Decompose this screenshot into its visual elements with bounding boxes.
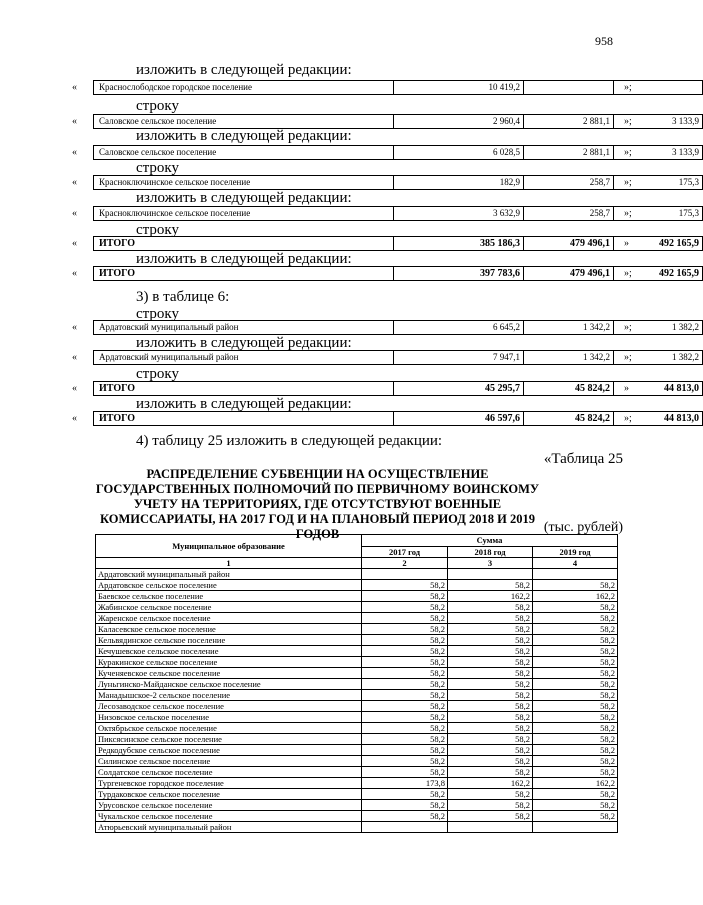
municipality-name: Ардатовский муниципальный район bbox=[96, 569, 362, 580]
instruction-edit: изложить в следующей редакции: bbox=[136, 128, 352, 144]
instruction-row: строку bbox=[136, 98, 179, 114]
table-row bbox=[96, 767, 618, 778]
row-value-2017: 182,9 bbox=[393, 175, 523, 190]
row-name: ИТОГО bbox=[93, 381, 393, 396]
row-value-2019: 1 382,2 bbox=[613, 320, 703, 335]
value-2017: 58,2 bbox=[362, 646, 448, 657]
municipality-name: Манадышское-2 сельское поселение bbox=[96, 690, 362, 701]
value-2018: 58,2 bbox=[448, 767, 533, 778]
quote-open: « bbox=[72, 82, 77, 93]
value-2017: 173,8 bbox=[362, 778, 448, 789]
table-row bbox=[96, 569, 618, 580]
municipality-name: Жаренское сельское поселение bbox=[96, 613, 362, 624]
instruction-edit: изложить в следующей редакции: bbox=[136, 190, 352, 206]
municipality-name: Чукальское сельское поселение bbox=[96, 811, 362, 822]
value-2019: 58,2 bbox=[533, 701, 618, 712]
quote-close: »; bbox=[624, 82, 632, 93]
row-value-2017: 3 632,9 bbox=[393, 206, 523, 221]
value-2018: 58,2 bbox=[448, 646, 533, 657]
paragraph-table25: 4) таблицу 25 изложить в следующей редакции: bbox=[136, 433, 443, 449]
row-value-2019: 175,3 bbox=[613, 206, 703, 221]
value-2018: 58,2 bbox=[448, 745, 533, 756]
row-value-2017: 385 186,3 bbox=[393, 236, 523, 251]
municipality-name: Ардатовское сельское поселение bbox=[96, 580, 362, 591]
row-value-2019: 175,3 bbox=[613, 175, 703, 190]
row-value-2019: 44 813,0 bbox=[613, 381, 703, 396]
value-2018: 58,2 bbox=[448, 679, 533, 690]
instruction-row: строку bbox=[136, 306, 179, 322]
table-row bbox=[96, 712, 618, 723]
table-row bbox=[96, 646, 618, 657]
municipality-name: Кученяевское сельское поселение bbox=[96, 668, 362, 679]
value-2018: 58,2 bbox=[448, 712, 533, 723]
page-number: 958 bbox=[595, 34, 613, 48]
municipality-name: Куракинское сельское поселение bbox=[96, 657, 362, 668]
row-value-2018: 258,7 bbox=[523, 175, 613, 190]
value-2017: 58,2 bbox=[362, 602, 448, 613]
value-2017: 58,2 bbox=[362, 756, 448, 767]
value-2017: 58,2 bbox=[362, 690, 448, 701]
units-label: (тыс. рублей) bbox=[543, 520, 623, 535]
row-value-2018: 2 881,1 bbox=[523, 145, 613, 160]
value-2018: 58,2 bbox=[448, 657, 533, 668]
value-2019: 58,2 bbox=[533, 712, 618, 723]
row-value-2019: 3 133,9 bbox=[613, 145, 703, 160]
instruction-edit: изложить в следующей редакции: bbox=[136, 62, 352, 78]
row-name: ИТОГО bbox=[93, 266, 393, 281]
quote-open: « bbox=[72, 147, 77, 158]
value-2017: 58,2 bbox=[362, 701, 448, 712]
municipality-name: Лесозаводское сельское поселение bbox=[96, 701, 362, 712]
table-label: «Таблица 25 bbox=[543, 451, 623, 467]
quote-close: »; bbox=[624, 177, 632, 188]
row-value-2017: 6 028,5 bbox=[393, 145, 523, 160]
table-row bbox=[96, 734, 618, 745]
table-row bbox=[96, 679, 618, 690]
value-2018: 58,2 bbox=[448, 800, 533, 811]
quote-close: »; bbox=[624, 413, 632, 424]
table-row bbox=[96, 745, 618, 756]
row-name: Ардатовский муниципальный район bbox=[93, 320, 393, 335]
value-2019 bbox=[533, 822, 618, 833]
row-value-2018: 1 342,2 bbox=[523, 350, 613, 365]
value-2019: 58,2 bbox=[533, 602, 618, 613]
row-value-2019: 3 133,9 bbox=[613, 114, 703, 129]
value-2019: 58,2 bbox=[533, 789, 618, 800]
quote-open: « bbox=[72, 208, 77, 219]
amend-row-total bbox=[72, 266, 699, 281]
value-2017: 58,2 bbox=[362, 613, 448, 624]
quote-open: « bbox=[72, 383, 77, 394]
value-2018: 58,2 bbox=[448, 580, 533, 591]
table-row bbox=[96, 613, 618, 624]
row-value-2018: 1 342,2 bbox=[523, 320, 613, 335]
value-2018: 162,2 bbox=[448, 778, 533, 789]
value-2017: 58,2 bbox=[362, 624, 448, 635]
value-2017: 58,2 bbox=[362, 811, 448, 822]
quote-close: » bbox=[624, 383, 629, 394]
value-2019: 58,2 bbox=[533, 723, 618, 734]
table-row bbox=[96, 701, 618, 712]
header-year: 2017 год bbox=[362, 546, 448, 558]
header-year: 2019 год bbox=[533, 546, 618, 558]
value-2019 bbox=[533, 569, 618, 580]
row-name: Краснослободское городское поселение bbox=[93, 80, 393, 95]
quote-close: »; bbox=[624, 208, 632, 219]
amend-row-total bbox=[72, 236, 699, 251]
value-2019: 58,2 bbox=[533, 635, 618, 646]
value-2018: 58,2 bbox=[448, 811, 533, 822]
value-2019: 58,2 bbox=[533, 734, 618, 745]
subvention-table bbox=[95, 534, 618, 833]
value-2017: 58,2 bbox=[362, 767, 448, 778]
table-row bbox=[96, 723, 618, 734]
table-row bbox=[96, 668, 618, 679]
value-2019: 162,2 bbox=[533, 591, 618, 602]
municipality-name: Атюрьевский муниципальный район bbox=[96, 822, 362, 833]
row-value-2019: 492 165,9 bbox=[613, 266, 703, 281]
instruction-row: строку bbox=[136, 222, 179, 238]
row-value-2018: 479 496,1 bbox=[523, 236, 613, 251]
value-2018: 58,2 bbox=[448, 756, 533, 767]
table-row bbox=[96, 690, 618, 701]
value-2018: 58,2 bbox=[448, 734, 533, 745]
value-2019: 58,2 bbox=[533, 580, 618, 591]
municipality-name: Урусовское сельское поселение bbox=[96, 800, 362, 811]
row-value-2019: 44 813,0 bbox=[613, 411, 703, 426]
instruction-row: строку bbox=[136, 160, 179, 176]
value-2019: 58,2 bbox=[533, 811, 618, 822]
table-row bbox=[96, 789, 618, 800]
value-2017: 58,2 bbox=[362, 657, 448, 668]
value-2019: 58,2 bbox=[533, 624, 618, 635]
amend-row bbox=[72, 206, 699, 221]
quote-open: « bbox=[72, 116, 77, 127]
quote-open: « bbox=[72, 268, 77, 279]
value-2017: 58,2 bbox=[362, 668, 448, 679]
instruction-edit: изложить в следующей редакции: bbox=[136, 335, 352, 351]
table-row bbox=[96, 591, 618, 602]
column-number: 3 bbox=[448, 558, 533, 569]
row-name: Красноключинское сельское поселение bbox=[93, 206, 393, 221]
value-2017: 58,2 bbox=[362, 679, 448, 690]
row-value-2017: 10 419,2 bbox=[393, 80, 523, 95]
value-2017: 58,2 bbox=[362, 591, 448, 602]
value-2017: 58,2 bbox=[362, 734, 448, 745]
row-value-2017: 45 295,7 bbox=[393, 381, 523, 396]
municipality-name: Октябрьское сельское поселение bbox=[96, 723, 362, 734]
row-name: Ардатовский муниципальный район bbox=[93, 350, 393, 365]
header-sum: Сумма bbox=[362, 535, 618, 547]
column-number: 4 bbox=[533, 558, 618, 569]
municipality-name: Тургеневское городское поселение bbox=[96, 778, 362, 789]
municipality-name: Низовское сельское поселение bbox=[96, 712, 362, 723]
row-name: Красноключинское сельское поселение bbox=[93, 175, 393, 190]
value-2017: 58,2 bbox=[362, 800, 448, 811]
value-2019: 58,2 bbox=[533, 613, 618, 624]
municipality-name: Кечушевское сельское поселение bbox=[96, 646, 362, 657]
value-2018: 162,2 bbox=[448, 591, 533, 602]
municipality-name: Турдаковское сельское поселение bbox=[96, 789, 362, 800]
table-row bbox=[96, 800, 618, 811]
value-2019: 58,2 bbox=[533, 679, 618, 690]
column-number: 2 bbox=[362, 558, 448, 569]
row-value-2017: 397 783,6 bbox=[393, 266, 523, 281]
table-row bbox=[96, 811, 618, 822]
value-2018: 58,2 bbox=[448, 668, 533, 679]
instruction-edit: изложить в следующей редакции: bbox=[136, 396, 352, 412]
value-2018: 58,2 bbox=[448, 789, 533, 800]
header-municipality: Муниципальное образование bbox=[96, 535, 362, 558]
value-2019: 58,2 bbox=[533, 690, 618, 701]
quote-close: »; bbox=[624, 147, 632, 158]
header-year: 2018 год bbox=[448, 546, 533, 558]
amend-row-total bbox=[72, 411, 699, 426]
row-value-2018: 2 881,1 bbox=[523, 114, 613, 129]
row-value-2019: 1 382,2 bbox=[613, 350, 703, 365]
value-2017 bbox=[362, 822, 448, 833]
value-2017 bbox=[362, 569, 448, 580]
municipality-name: Силинское сельское поселение bbox=[96, 756, 362, 767]
table-row bbox=[96, 580, 618, 591]
row-name: ИТОГО bbox=[93, 411, 393, 426]
row-name: ИТОГО bbox=[93, 236, 393, 251]
municipality-name: Солдатское сельское поселение bbox=[96, 767, 362, 778]
municipality-name: Баевское сельское поселение bbox=[96, 591, 362, 602]
quote-open: « bbox=[72, 177, 77, 188]
amend-row bbox=[72, 114, 699, 129]
paragraph-table6: 3) в таблице 6: bbox=[136, 289, 230, 305]
amend-row-total bbox=[72, 381, 699, 396]
value-2019: 58,2 bbox=[533, 756, 618, 767]
quote-close: »; bbox=[624, 268, 632, 279]
value-2018: 58,2 bbox=[448, 690, 533, 701]
value-2019: 58,2 bbox=[533, 668, 618, 679]
value-2018 bbox=[448, 822, 533, 833]
table-row bbox=[96, 822, 618, 833]
value-2017: 58,2 bbox=[362, 789, 448, 800]
municipality-name: Редкодубское сельское поселение bbox=[96, 745, 362, 756]
quote-close: »; bbox=[624, 322, 632, 333]
row-value-2018: 45 824,2 bbox=[523, 411, 613, 426]
value-2019: 58,2 bbox=[533, 800, 618, 811]
municipality-name: Кельвядинское сельское поселение bbox=[96, 635, 362, 646]
row-value-2019: 492 165,9 bbox=[613, 236, 703, 251]
table-row bbox=[96, 635, 618, 646]
value-2018 bbox=[448, 569, 533, 580]
municipality-name: Жабинское сельское поселение bbox=[96, 602, 362, 613]
quote-close: »; bbox=[624, 352, 632, 363]
value-2019: 58,2 bbox=[533, 646, 618, 657]
row-value-2017: 7 947,1 bbox=[393, 350, 523, 365]
municipality-name: Луньгинско-Майданское сельское поселение bbox=[96, 679, 362, 690]
amend-row bbox=[72, 80, 640, 95]
row-value-2017: 6 645,2 bbox=[393, 320, 523, 335]
value-2018: 58,2 bbox=[448, 635, 533, 646]
table-row bbox=[96, 602, 618, 613]
instruction-edit: изложить в следующей редакции: bbox=[136, 251, 352, 267]
table-row bbox=[96, 778, 618, 789]
value-2018: 58,2 bbox=[448, 602, 533, 613]
value-2017: 58,2 bbox=[362, 635, 448, 646]
document-title: РАСПРЕДЕЛЕНИЕ СУБВЕНЦИИ НА ОСУЩЕСТВЛЕНИЕ ГОСУДАРСТВЕННЫХ ПОЛНОМОЧИЙ ПО ПЕРВИЧНОМУ ВОИНСКОМУ УЧЕТУ НА ТЕРРИТОРИЯХ, ГДЕ ОТСУТСТВУЮТ ВОЕННЫЕ КОМИССАРИАТЫ, НА 2017 ГОД И НА ПЛАНОВЫЙ ПЕРИОД 2018 И 2019 ГОДОВ bbox=[95, 467, 540, 541]
row-value-2017: 46 597,6 bbox=[393, 411, 523, 426]
table-row bbox=[96, 624, 618, 635]
instruction-row: строку bbox=[136, 366, 179, 382]
row-name: Саловское сельское поселение bbox=[93, 145, 393, 160]
row-value-2018: 45 824,2 bbox=[523, 381, 613, 396]
value-2018: 58,2 bbox=[448, 701, 533, 712]
row-value-2018 bbox=[523, 80, 613, 95]
amend-row bbox=[72, 145, 699, 160]
value-2017: 58,2 bbox=[362, 712, 448, 723]
quote-open: « bbox=[72, 322, 77, 333]
row-value-2018: 479 496,1 bbox=[523, 266, 613, 281]
column-number: 1 bbox=[96, 558, 362, 569]
value-2018: 58,2 bbox=[448, 723, 533, 734]
amend-row bbox=[72, 175, 699, 190]
value-2018: 58,2 bbox=[448, 624, 533, 635]
value-2019: 58,2 bbox=[533, 767, 618, 778]
row-value-2018: 258,7 bbox=[523, 206, 613, 221]
quote-open: « bbox=[72, 413, 77, 424]
row-name: Саловское сельское поселение bbox=[93, 114, 393, 129]
table-row bbox=[96, 756, 618, 767]
value-2019: 58,2 bbox=[533, 745, 618, 756]
value-2017: 58,2 bbox=[362, 580, 448, 591]
value-2017: 58,2 bbox=[362, 745, 448, 756]
quote-open: « bbox=[72, 238, 77, 249]
value-2017: 58,2 bbox=[362, 723, 448, 734]
quote-close: » bbox=[624, 238, 629, 249]
value-2019: 58,2 bbox=[533, 657, 618, 668]
value-2018: 58,2 bbox=[448, 613, 533, 624]
quote-close: »; bbox=[624, 116, 632, 127]
municipality-name: Каласевское сельское поселение bbox=[96, 624, 362, 635]
amend-row bbox=[72, 320, 699, 335]
value-2019: 162,2 bbox=[533, 778, 618, 789]
quote-open: « bbox=[72, 352, 77, 363]
municipality-name: Пиксясинское сельское поселение bbox=[96, 734, 362, 745]
row-value-2017: 2 960,4 bbox=[393, 114, 523, 129]
amend-row bbox=[72, 350, 699, 365]
table-row bbox=[96, 657, 618, 668]
